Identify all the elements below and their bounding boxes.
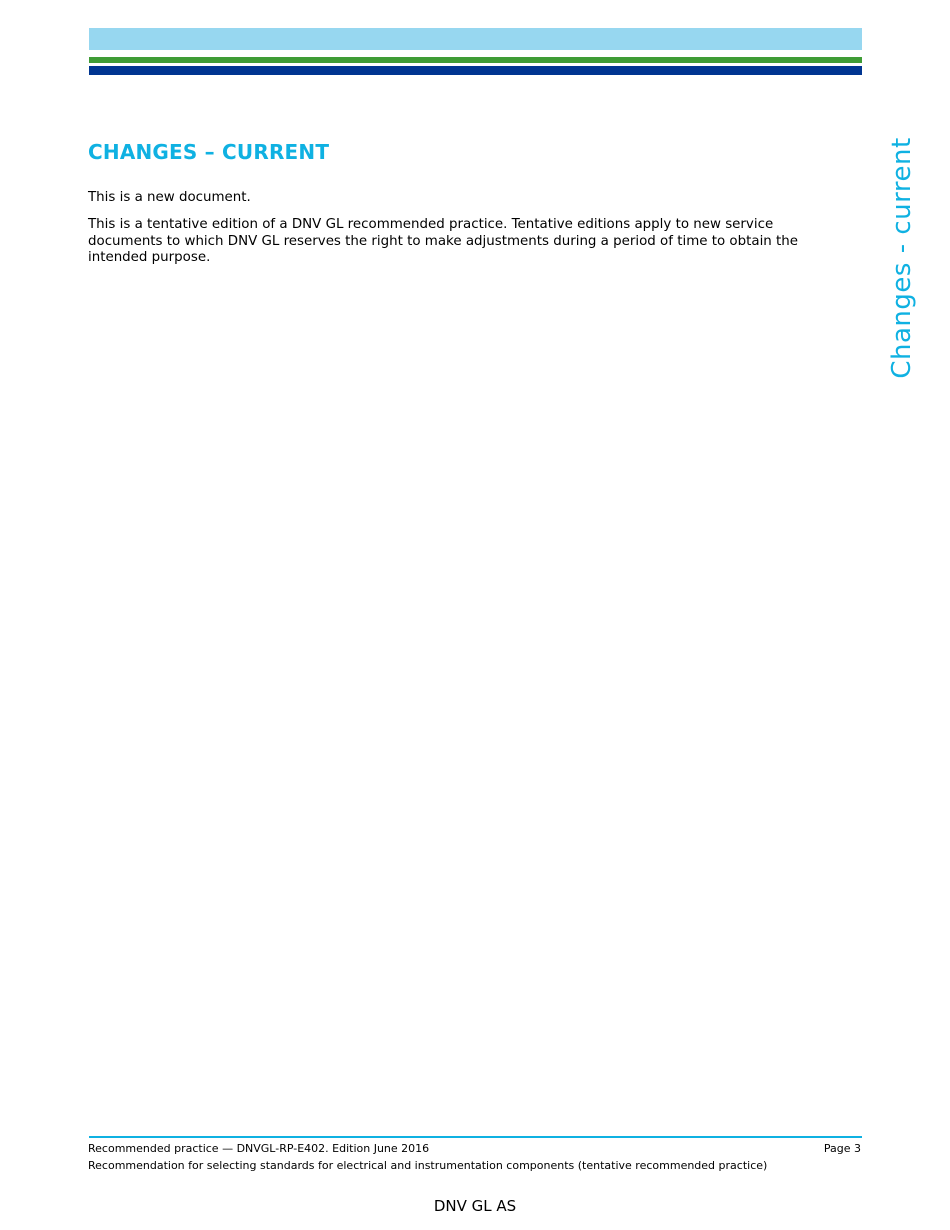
body-paragraph-tentative-edition: This is a tentative edition of a DNV GL recommended practice. Tentative editions apply to new service documents to which DNV GL reserves the right to make adjustments during a period of time to obtain the intended purpose.: [88, 217, 799, 265]
footer-page-number: Page 3: [823, 1142, 861, 1155]
footer-rule: [89, 1136, 862, 1138]
header-band-dark-blue: [89, 66, 862, 75]
footer-document-reference: Recommended practice — DNVGL-RP-E402. Edition June 2016: [88, 1142, 430, 1155]
header-band-light-blue: [89, 28, 862, 50]
body-paragraph-new-document: This is a new document.: [88, 190, 251, 205]
footer-company-name: DNV GL AS: [433, 1197, 517, 1215]
header-band-green: [89, 57, 862, 63]
footer-document-title: Recommendation for selecting standards for electrical and instrumentation components (tentative recommended practice): [88, 1159, 768, 1172]
side-tab-label: Changes - current: [887, 137, 917, 379]
page-title: CHANGES – CURRENT: [88, 140, 330, 164]
